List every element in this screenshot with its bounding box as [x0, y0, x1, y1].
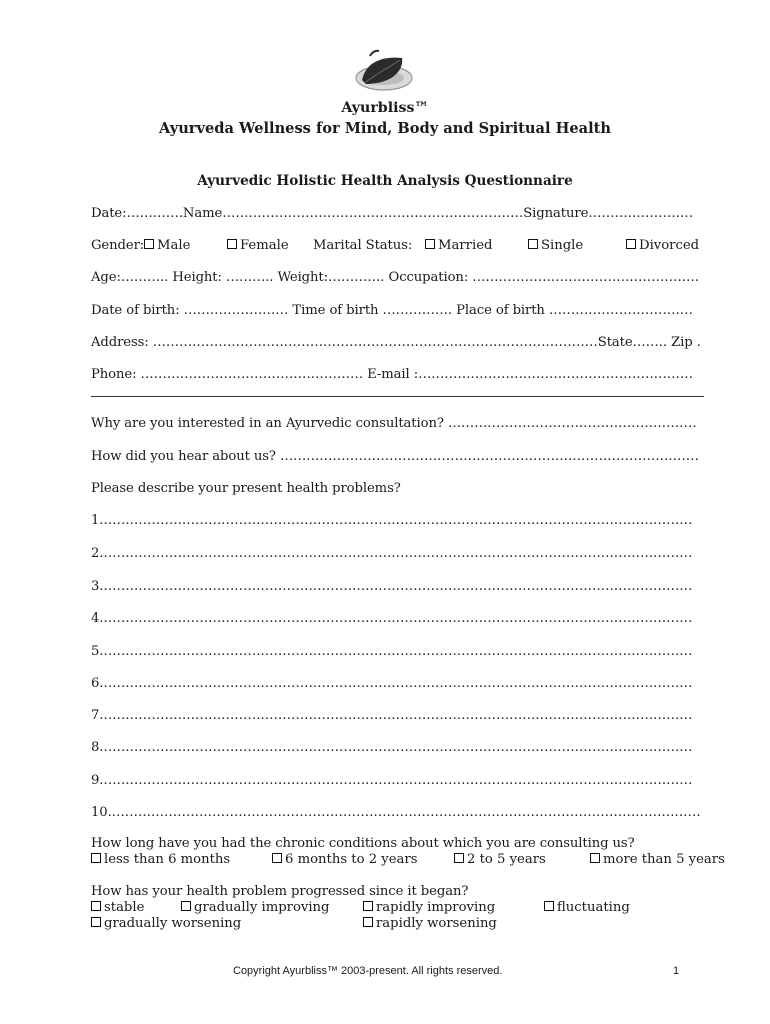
checkbox-icon — [363, 917, 373, 927]
marital-married-checkbox[interactable]: Married — [425, 238, 492, 253]
question-referral[interactable]: How did you hear about us? …………………………………………………………………………………… — [91, 449, 699, 464]
problem-line[interactable]: 3.……………………………………………………………………………………………………………………… — [91, 579, 693, 594]
brand-title: Ayurbliss™ — [341, 100, 429, 116]
date-name-signature-line[interactable]: Date:………….Name……………………………………………………………Signature…………………… — [91, 206, 693, 221]
checkbox-icon — [544, 901, 554, 911]
checkbox-icon — [363, 901, 373, 911]
duration-option-6m-2y[interactable]: 6 months to 2 years — [272, 852, 417, 867]
checkbox-icon — [227, 239, 237, 249]
checkbox-icon — [454, 853, 464, 863]
problem-line[interactable]: 2.……………………………………………………………………………………………………………………… — [91, 546, 693, 561]
duration-option-2-5y[interactable]: 2 to 5 years — [454, 852, 546, 867]
age-height-weight-line[interactable]: Age:……….. Height: ……….. Weight:…………. Occupation: ……………………………………………. — [91, 270, 699, 285]
checkbox-icon — [91, 853, 101, 863]
progress-option-fluctuating[interactable]: fluctuating — [544, 900, 630, 915]
problem-line[interactable]: 5.……………………………………………………………………………………………………………………… — [91, 644, 693, 659]
progress-option-rapidly-improving[interactable]: rapidly improving — [363, 900, 495, 915]
progress-option-rapidly-worsening[interactable]: rapidly worsening — [363, 916, 497, 931]
page-number: 1 — [673, 965, 680, 977]
checkbox-icon — [181, 901, 191, 911]
problem-line[interactable]: 4.……………………………………………………………………………………………………………………… — [91, 611, 693, 626]
checkbox-icon — [528, 239, 538, 249]
problem-line[interactable]: 6.……………………………………………………………………………………………………………………… — [91, 676, 693, 691]
problem-line[interactable]: 10.……………………………………………………………………………………………………………………… — [91, 805, 701, 820]
progress-option-gradually-worsening[interactable]: gradually worsening — [91, 916, 241, 931]
birth-details-line[interactable]: Date of birth: …………………… Time of birth ……………. Place of birth …………………………… — [91, 303, 693, 318]
question-duration: How long have you had the chronic conditions about which you are consulting us? — [91, 836, 635, 851]
address-line[interactable]: Address: …………………………………………………………………………………………State…….. Zip . — [91, 335, 701, 350]
checkbox-icon — [272, 853, 282, 863]
question-progress: How has your health problem progressed since it began? — [91, 884, 469, 899]
checkbox-icon — [590, 853, 600, 863]
form-title: Ayurvedic Holistic Health Analysis Questionnaire — [197, 173, 573, 189]
checkbox-icon — [91, 917, 101, 927]
gender-label: Gender: — [91, 238, 145, 253]
marital-single-checkbox[interactable]: Single — [528, 238, 583, 253]
problem-line[interactable]: 9.……………………………………………………………………………………………………………………… — [91, 773, 693, 788]
progress-option-stable[interactable]: stable — [91, 900, 144, 915]
duration-option-gt5y[interactable]: more than 5 years — [590, 852, 725, 867]
copyright-text: Copyright Ayurbliss™ 2003-present. All rights reserved. — [233, 965, 503, 977]
progress-option-gradually-improving[interactable]: gradually improving — [181, 900, 330, 915]
marital-status-label: Marital Status: — [313, 238, 413, 253]
marital-divorced-checkbox[interactable]: Divorced — [626, 238, 699, 253]
problem-line[interactable]: 7.……………………………………………………………………………………………………………………… — [91, 708, 693, 723]
leaf-on-plate-icon — [352, 48, 418, 94]
checkbox-icon — [425, 239, 435, 249]
question-interest[interactable]: Why are you interested in an Ayurvedic consultation? ………………………………………………… — [91, 416, 697, 431]
checkbox-icon — [626, 239, 636, 249]
phone-email-line[interactable]: Phone: …………………………………………… E-mail :……………………………………………………… — [91, 367, 693, 382]
question-problems: Please describe your present health problems? — [91, 481, 401, 496]
problem-line[interactable]: 8.……………………………………………………………………………………………………………………… — [91, 740, 693, 755]
checkbox-icon — [144, 239, 154, 249]
checkbox-icon — [91, 901, 101, 911]
divider — [91, 396, 704, 397]
gender-male-checkbox[interactable]: Male — [144, 238, 190, 253]
duration-option-lt6m[interactable]: less than 6 months — [91, 852, 230, 867]
gender-female-checkbox[interactable]: Female — [227, 238, 289, 253]
problem-line[interactable]: 1.……………………………………………………………………………………………………………………… — [91, 513, 693, 528]
brand-tagline: Ayurveda Wellness for Mind, Body and Spiritual Health — [158, 120, 611, 137]
logo — [352, 48, 418, 94]
